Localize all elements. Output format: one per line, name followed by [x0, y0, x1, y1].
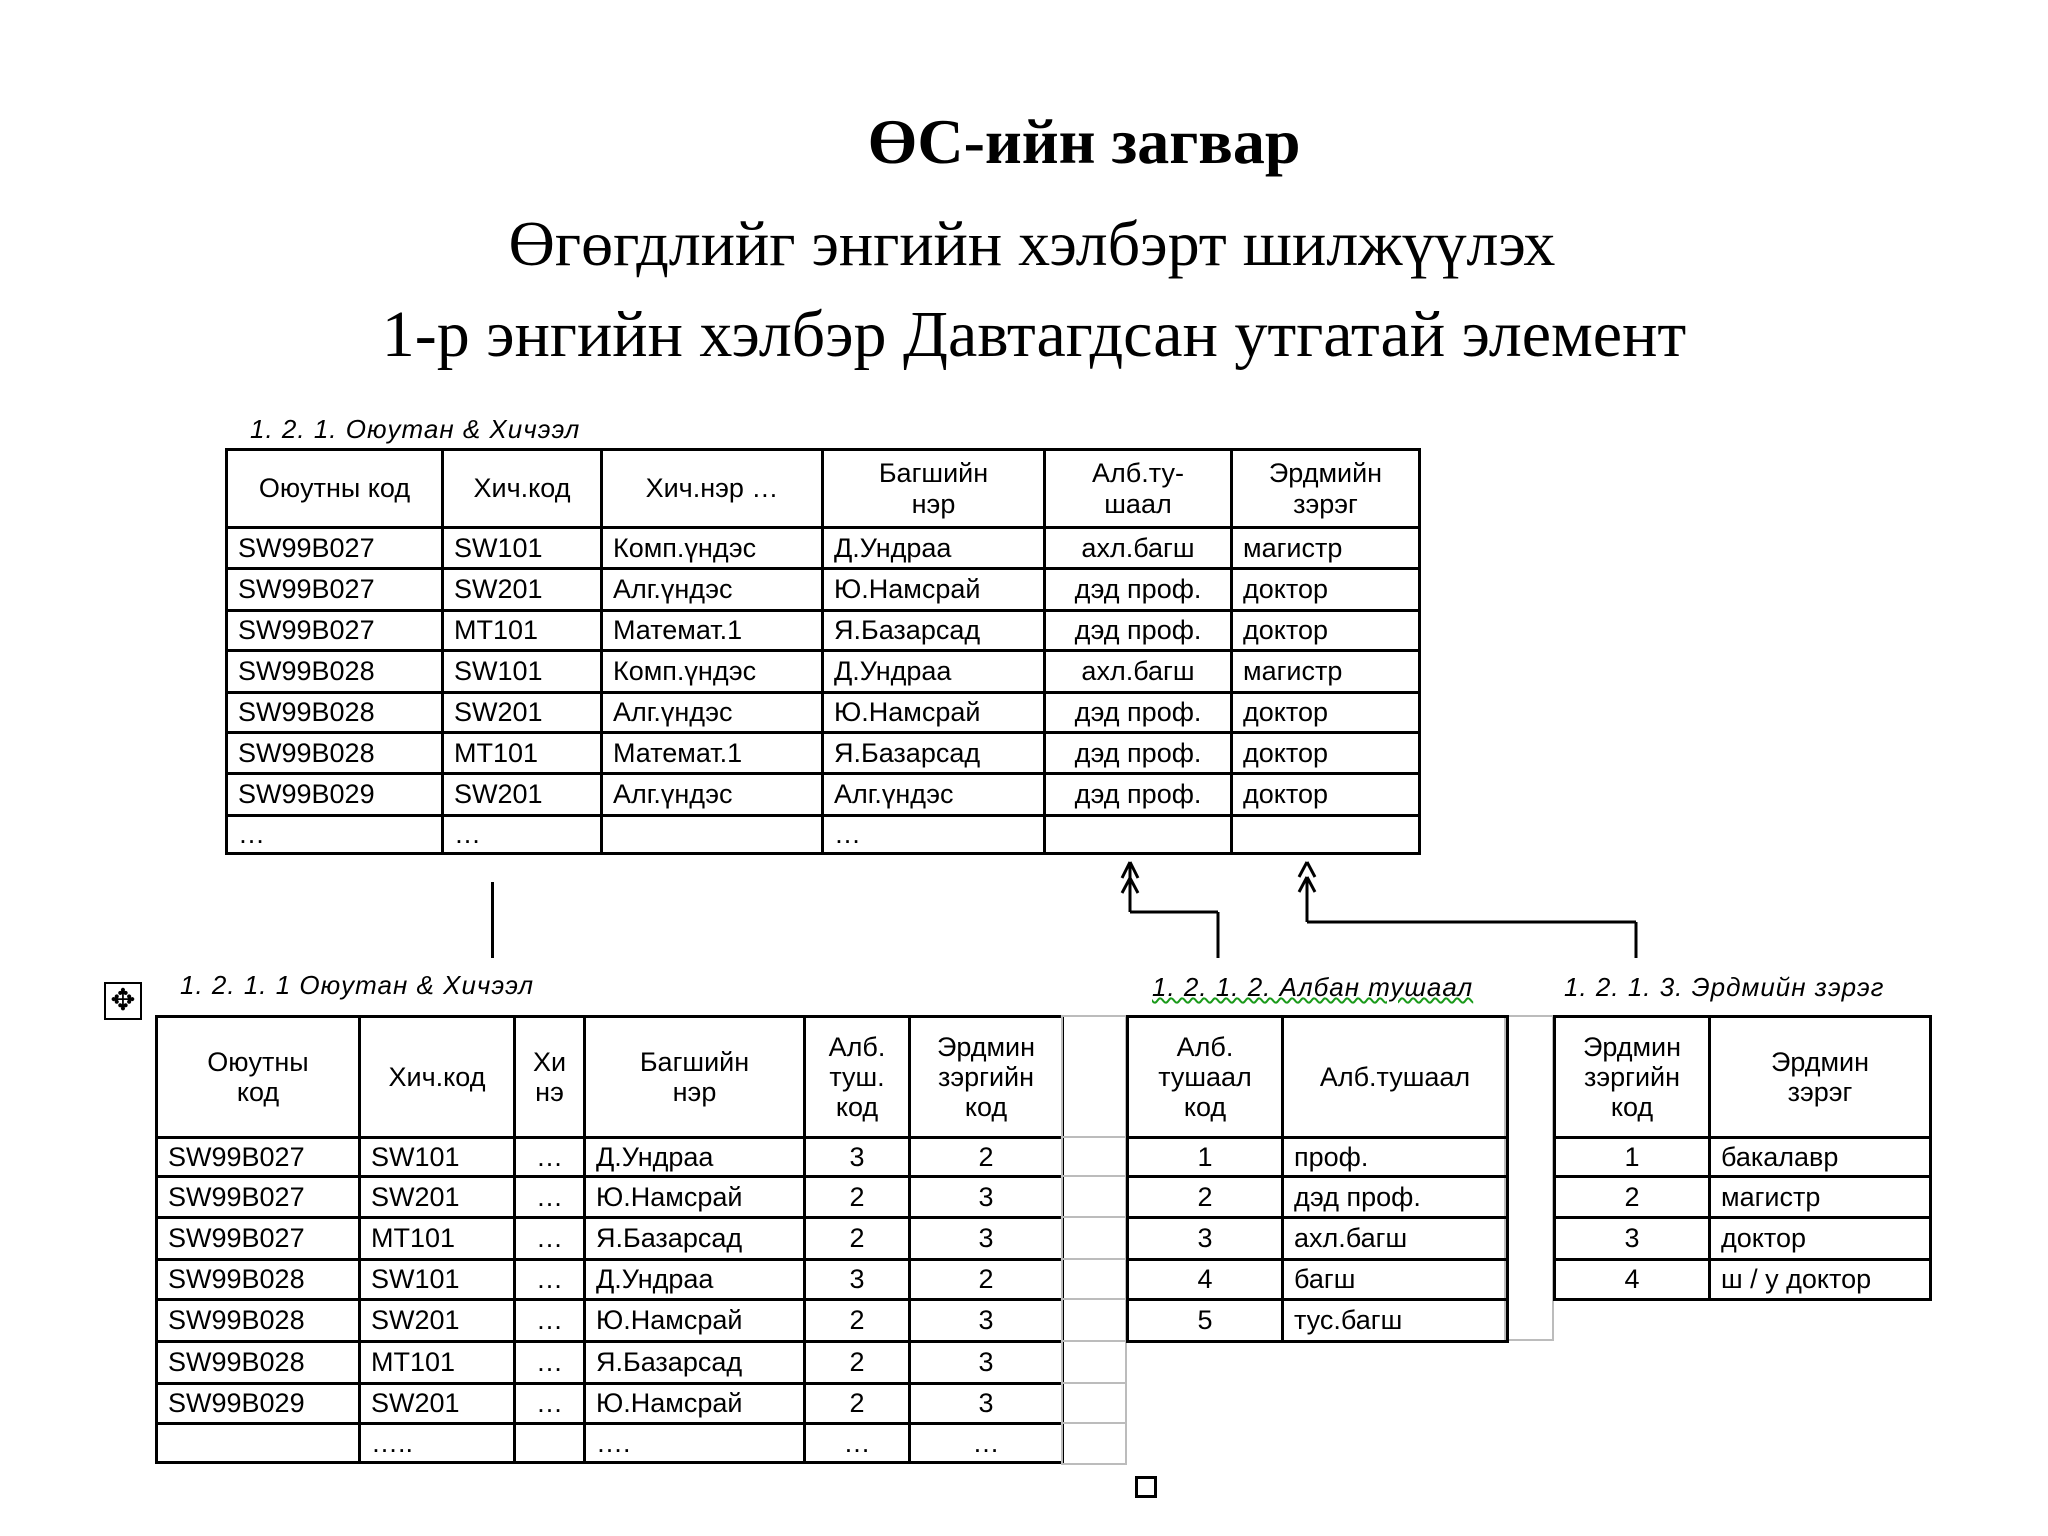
- grid-line: [1504, 1015, 1554, 1017]
- table-cell: Алг.үндэс: [602, 774, 823, 816]
- table-cell: …: [515, 1177, 585, 1218]
- table-cell: доктор: [1232, 733, 1420, 774]
- grid-line: [1504, 1339, 1554, 1341]
- table-row: [157, 1342, 1063, 1384]
- table-cell: Д.Ундраа: [585, 1138, 805, 1177]
- table-cell: 2: [805, 1218, 910, 1260]
- table-cell: магистр: [1232, 651, 1420, 693]
- table-cell: дэд проф.: [1045, 733, 1232, 774]
- position-table: [1126, 1015, 1509, 1343]
- degree-table: [1553, 1015, 1932, 1301]
- table-cell: 2: [805, 1300, 910, 1342]
- table-cell: багш: [1283, 1260, 1508, 1300]
- table-cell: 2: [805, 1384, 910, 1424]
- table-cell: 1: [1555, 1138, 1710, 1177]
- table-cell: Математ.1: [602, 611, 823, 651]
- table-cell: тус.багш: [1283, 1300, 1508, 1342]
- table-cell: Математ.1: [602, 733, 823, 774]
- column-header: Алб. тушаал код: [1128, 1017, 1283, 1138]
- table-cell: 3: [910, 1177, 1063, 1218]
- table-cell: 3: [910, 1300, 1063, 1342]
- top-table-caption: 1. 2. 1. Оюутан & Хичээл: [250, 414, 581, 444]
- table-cell: дэд проф.: [1283, 1177, 1508, 1218]
- table-cell: [157, 1424, 360, 1463]
- table-row: [1555, 1218, 1931, 1260]
- table-cell: SW101: [443, 651, 602, 693]
- column-header: Алб.ту-шаал: [1045, 450, 1232, 528]
- table-cell: 2: [805, 1177, 910, 1218]
- column-header: Багшийн нэр: [585, 1017, 805, 1138]
- table-cell: MT101: [443, 611, 602, 651]
- table-cell: 3: [910, 1384, 1063, 1424]
- table-cell: SW101: [360, 1260, 515, 1300]
- table-cell: SW99B028: [227, 733, 443, 774]
- table-cell: SW201: [443, 569, 602, 611]
- table-cell: …: [515, 1260, 585, 1300]
- table-row: [1128, 1138, 1508, 1177]
- table-cell: 1: [1128, 1138, 1283, 1177]
- slide-subtitle-2: 1-р энгийн хэлбэр Давтагдсан утгатай элемент: [381, 298, 1687, 371]
- table-cell: MT101: [443, 733, 602, 774]
- table-row: [1128, 1260, 1508, 1300]
- column-header: Эрдмийн зэрэг: [1232, 450, 1420, 528]
- column-header: Алб. туш. код: [805, 1017, 910, 1138]
- grid-line: [1061, 1422, 1127, 1424]
- table-cell: …: [515, 1138, 585, 1177]
- grid-line: [1061, 1216, 1127, 1218]
- table-cell: 3: [910, 1218, 1063, 1260]
- table-cell: 3: [1128, 1218, 1283, 1260]
- square-handle-icon[interactable]: [1135, 1476, 1157, 1498]
- table-cell: ахл.багш: [1045, 651, 1232, 693]
- column-header: Эрдмин зэргийн код: [1555, 1017, 1710, 1138]
- table-cell: Д.Ундраа: [585, 1260, 805, 1300]
- table-cell: SW101: [443, 528, 602, 569]
- table-cell: 2: [910, 1138, 1063, 1177]
- table-cell: SW101: [360, 1138, 515, 1177]
- table-cell: дэд проф.: [1045, 774, 1232, 816]
- table-row: [157, 1218, 1063, 1260]
- table-cell: MT101: [360, 1218, 515, 1260]
- table-cell: SW201: [443, 693, 602, 733]
- column-header: Хич.нэр …: [602, 450, 823, 528]
- table-cell: …: [823, 816, 1045, 854]
- table-cell: 4: [1128, 1260, 1283, 1300]
- slide-title: ӨС-ийн загвар: [867, 106, 1301, 177]
- table-cell: доктор: [1710, 1218, 1931, 1260]
- column-header: Эрдмин зэргийн код: [910, 1017, 1063, 1138]
- table-cell: …: [805, 1424, 910, 1463]
- table-cell: ахл.багш: [1045, 528, 1232, 569]
- column-header: Хич.код: [443, 450, 602, 528]
- table-cell: Я.Базарсад: [585, 1218, 805, 1260]
- table-cell: доктор: [1232, 774, 1420, 816]
- table-cell: 3: [805, 1260, 910, 1300]
- position-table-caption: 1. 2. 1. 2. Албан тушаал: [1152, 972, 1474, 1002]
- move-cross-icon[interactable]: ✥: [104, 982, 142, 1020]
- table-row: [1555, 1260, 1931, 1300]
- column-header: Хич.код: [360, 1017, 515, 1138]
- table-cell: …..: [360, 1424, 515, 1463]
- table-cell: …: [515, 1218, 585, 1260]
- grid-line: [1061, 1258, 1127, 1260]
- student-course-normalized-table: [155, 1015, 1064, 1464]
- table-cell: SW99B027: [157, 1177, 360, 1218]
- table-cell: дэд проф.: [1045, 569, 1232, 611]
- table-cell: Комп.үндэс: [602, 528, 823, 569]
- table-cell: 2: [910, 1260, 1063, 1300]
- table-cell: ахл.багш: [1283, 1218, 1508, 1260]
- table-cell: доктор: [1232, 569, 1420, 611]
- table-row: [1555, 1138, 1931, 1177]
- column-header: Алб.тушаал: [1283, 1017, 1508, 1138]
- table-cell: SW99B028: [157, 1342, 360, 1384]
- table-cell: …: [515, 1300, 585, 1342]
- table-cell: Алг.үндэс: [602, 569, 823, 611]
- table-row: [1128, 1300, 1508, 1342]
- table-cell: ….: [585, 1424, 805, 1463]
- table-cell: SW99B027: [227, 611, 443, 651]
- table-cell: SW201: [360, 1384, 515, 1424]
- table-cell: Алг.үндэс: [602, 693, 823, 733]
- table-cell: …: [910, 1424, 1063, 1463]
- table-cell: SW99B027: [227, 569, 443, 611]
- table-cell: магистр: [1232, 528, 1420, 569]
- grid-line: [1061, 1015, 1063, 1465]
- column-header: Багшийн нэр: [823, 450, 1045, 528]
- table-row: [157, 1260, 1063, 1300]
- table-cell: 2: [1128, 1177, 1283, 1218]
- table-cell: Алг.үндэс: [823, 774, 1045, 816]
- table-cell: SW201: [360, 1300, 515, 1342]
- table-cell: Комп.үндэс: [602, 651, 823, 693]
- table-cell: 3: [805, 1138, 910, 1177]
- degree-table-caption: 1. 2. 1. 3. Эрдмийн зэрэг: [1564, 972, 1885, 1002]
- table-cell: дэд проф.: [1045, 611, 1232, 651]
- table-cell: 3: [1555, 1218, 1710, 1260]
- grid-line: [1061, 1298, 1127, 1300]
- table-row: [1128, 1218, 1508, 1260]
- table-row: [157, 1138, 1063, 1177]
- table-cell: …: [515, 1342, 585, 1384]
- column-header: Эрдмин зэрэг: [1710, 1017, 1931, 1138]
- table-cell: Д.Ундраа: [823, 651, 1045, 693]
- grid-line: [1061, 1382, 1127, 1384]
- table-cell: Д.Ундраа: [823, 528, 1045, 569]
- table-cell: Я.Базарсад: [585, 1342, 805, 1384]
- table-cell: Я.Базарсад: [823, 611, 1045, 651]
- table-cell: проф.: [1283, 1138, 1508, 1177]
- table-row: [157, 1384, 1063, 1424]
- table-cell: бакалавр: [1710, 1138, 1931, 1177]
- table-cell: SW99B028: [227, 693, 443, 733]
- table-cell: 4: [1555, 1260, 1710, 1300]
- table-cell: …: [443, 816, 602, 854]
- table-cell: доктор: [1232, 611, 1420, 651]
- table-cell: SW99B028: [157, 1300, 360, 1342]
- table-cell: 3: [910, 1342, 1063, 1384]
- table-row: [1555, 1177, 1931, 1218]
- table-cell: …: [515, 1384, 585, 1424]
- column-header: Оюутны код: [157, 1017, 360, 1138]
- column-header: Оюутны код: [227, 450, 443, 528]
- table-cell: 2: [805, 1342, 910, 1384]
- table-cell: SW201: [443, 774, 602, 816]
- bottom-table-caption: 1. 2. 1. 1 Оюутан & Хичээл: [180, 970, 535, 1000]
- table-cell: [515, 1424, 585, 1463]
- table-cell: SW99B029: [227, 774, 443, 816]
- table-cell: SW99B027: [157, 1218, 360, 1260]
- table-cell: ш / у доктор: [1710, 1260, 1931, 1300]
- table-row: [1128, 1177, 1508, 1218]
- table-cell: SW201: [360, 1177, 515, 1218]
- table-cell: дэд проф.: [1045, 693, 1232, 733]
- table-cell: Ю.Намсрай: [823, 693, 1045, 733]
- table-cell: Я.Базарсад: [823, 733, 1045, 774]
- table-cell: SW99B029: [157, 1384, 360, 1424]
- slide-subtitle-1: Өгөгдлийг энгийн хэлбэрт шилжүүлэх: [508, 208, 1556, 279]
- table-cell: SW99B027: [227, 528, 443, 569]
- table-row: [157, 1177, 1063, 1218]
- table-cell: доктор: [1232, 693, 1420, 733]
- table-cell: SW99B027: [157, 1138, 360, 1177]
- table-cell: …: [227, 816, 443, 854]
- table-cell: Ю.Намсрай: [585, 1384, 805, 1424]
- table-cell: Ю.Намсрай: [823, 569, 1045, 611]
- table-cell: 5: [1128, 1300, 1283, 1342]
- table-cell: SW99B028: [227, 651, 443, 693]
- table-row: [157, 1424, 1063, 1463]
- table-cell: 2: [1555, 1177, 1710, 1218]
- table-cell: SW99B028: [157, 1260, 360, 1300]
- table-cell: Ю.Намсрай: [585, 1177, 805, 1218]
- grid-line: [1061, 1175, 1127, 1177]
- grid-line: [1061, 1340, 1127, 1342]
- column-header: Хи нэ: [515, 1017, 585, 1138]
- table-cell: Ю.Намсрай: [585, 1300, 805, 1342]
- table-row: [157, 1300, 1063, 1342]
- grid-line: [1061, 1015, 1127, 1017]
- table-cell: магистр: [1710, 1177, 1931, 1218]
- grid-line: [1061, 1136, 1127, 1138]
- table-cell: MT101: [360, 1342, 515, 1384]
- grid-line: [1061, 1463, 1127, 1465]
